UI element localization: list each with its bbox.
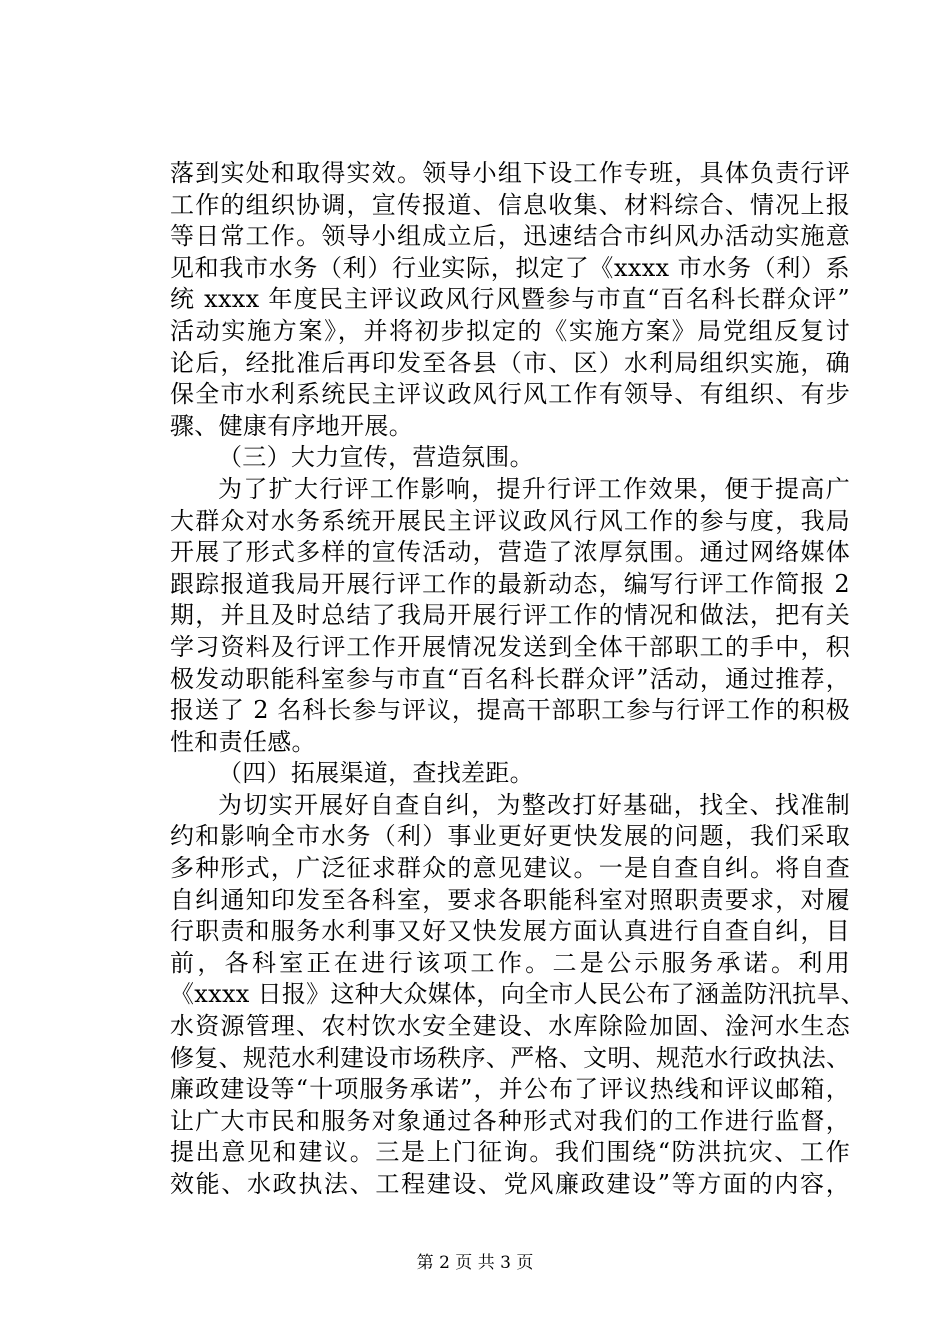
text-line: 骤、健康有序地开展。: [170, 411, 413, 440]
text-line: 统 xxxx 年度民主评议政风行风暨参与市直“百名科长群众评”: [170, 285, 850, 314]
paragraph: [170, 158, 850, 442]
text-line: 学习资料及行评工作开展情况发送到全体干部职工的手中，积: [170, 632, 850, 661]
text-line: 落到实处和取得实效。领导小组下设工作专班，具体负责行评: [170, 159, 850, 187]
text-line: 见和我市水务（利）行业实际，拟定了《xxxx 市水务（利）系: [170, 253, 850, 282]
paragraph: [170, 474, 850, 758]
text-line: 为切实开展好自查自纠，为整改打好基础，找全、找准制: [218, 790, 850, 819]
section-heading-text: （三）大力宣传，营造氛围。: [218, 443, 534, 472]
text-line: 《xxxx 日报》这种大众媒体，向全市人民公布了涵盖防汛抗旱、: [170, 980, 866, 1009]
section-heading-text: （四）拓展渠道，查找差距。: [218, 759, 534, 788]
text-line: 保全市水利系统民主评议政风行风工作有领导、有组织、有步: [170, 380, 850, 409]
text-line: 水资源管理、农村饮水安全建设、水库除险加固、淦河水生态: [170, 1012, 850, 1041]
text-line: 论后，经批准后再印发至各县（市、区）水利局组织实施，确: [170, 348, 850, 377]
text-line: 性和责任感。: [170, 727, 316, 756]
text-line: 多种形式，广泛征求群众的意见建议。一是自查自纠。将自查: [170, 854, 850, 883]
text-line: 期，并且及时总结了我局开展行评工作的情况和做法，把有关: [170, 601, 850, 630]
page-footer: [0, 1248, 950, 1273]
text-line: 自纠通知印发至各科室，要求各职能科室对照职责要求，对履: [170, 885, 850, 914]
text-line: 跟踪报道我局开展行评工作的最新动态，编写行评工作简报 2: [170, 569, 850, 598]
section-heading: [170, 758, 850, 790]
text-line: 大群众对水务系统开展民主评议政风行风工作的参与度，我局: [170, 506, 850, 535]
text-line: 为了扩大行评工作影响，提升行评工作效果，便于提高广: [218, 474, 850, 503]
text-line: 等日常工作。领导小组成立后，迅速结合市纠风办活动实施意: [170, 222, 850, 251]
paragraph: [170, 790, 866, 1201]
text-line: 活动实施方案》，并将初步拟定的《实施方案》局党组反复讨: [170, 316, 850, 345]
section-heading: [170, 442, 850, 474]
text-line: 廉政建设等“十项服务承诺”，并公布了评议热线和评议邮箱，: [170, 1075, 850, 1104]
text-line: 修复、规范水利建设市场秩序、严格、文明、规范水行政执法、: [170, 1043, 851, 1072]
text-line: 开展了形式多样的宣传活动，营造了浓厚氛围。通过网络媒体: [170, 538, 850, 567]
text-line: 让广大市民和服务对象通过各种形式对我们的工作进行监督，: [170, 1106, 850, 1135]
page-number-label: 第 2 页 共 3 页: [416, 1253, 534, 1273]
text-line: 报送了 2 名科长参与评议，提高干部职工参与行评工作的积极: [170, 696, 850, 725]
text-line: 前，各科室正在进行该项工作。二是公示服务承诺。利用: [170, 948, 850, 977]
text-line: 极发动职能科室参与市直“百名科长群众评”活动，通过推荐，: [170, 664, 850, 693]
text-line: 工作的组织协调，宣传报道、信息收集、材料综合、情况上报: [170, 190, 850, 219]
document-body: [170, 158, 866, 1201]
text-line: 效能、水政执法、工程建设、党风廉政建设”等方面的内容，: [170, 1170, 850, 1198]
text-line: 约和影响全市水务（利）事业更好更快发展的问题，我们采取: [170, 822, 850, 851]
text-line: 提出意见和建议。三是上门征询。我们围绕“防洪抗灾、工作: [170, 1138, 850, 1167]
text-line: 行职责和服务水利事又好又快发展方面认真进行自查自纠，目: [170, 917, 850, 946]
